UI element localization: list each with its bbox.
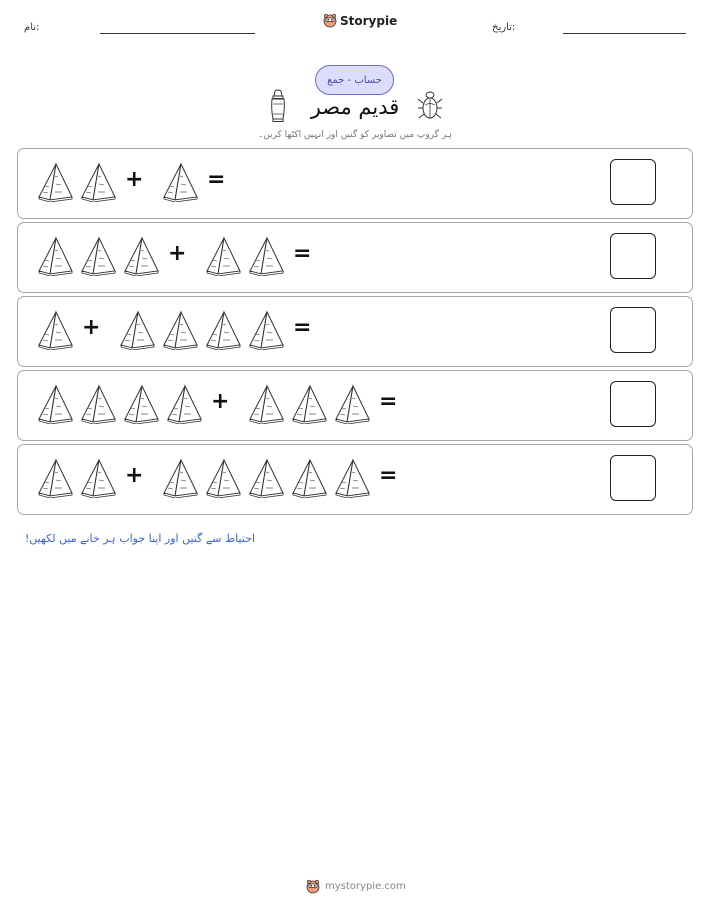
brand-name: Storypie [340, 13, 398, 28]
pyramid-icon [37, 162, 75, 202]
scarab-icon [417, 89, 443, 121]
problem-row-4 [17, 370, 693, 441]
pyramid-icon [248, 310, 286, 350]
pyramid-icon [205, 236, 243, 276]
instruction-note: احتیاط سے گنیں اور اپنا جواب ہر خانے میں لکھیں! [24, 532, 255, 545]
pyramid-icon [80, 458, 118, 498]
plus-sign: + [211, 389, 230, 414]
subject-badge: حساب - جمع [315, 65, 394, 95]
problem-row-1 [17, 148, 693, 219]
name-line[interactable] [100, 33, 255, 34]
pyramid-icon [80, 384, 118, 424]
canopic-jar-icon [268, 89, 288, 123]
answer-box-4[interactable] [610, 381, 656, 427]
answer-box-1[interactable] [610, 159, 656, 205]
pyramid-icon [80, 162, 118, 202]
answer-box-3[interactable] [610, 307, 656, 353]
pyramid-icon [37, 236, 75, 276]
equals-sign: = [293, 315, 312, 340]
pyramid-icon [80, 236, 118, 276]
pyramid-icon [162, 458, 200, 498]
pyramid-icon [248, 236, 286, 276]
pyramid-icon [162, 162, 200, 202]
pyramid-icon [162, 310, 200, 350]
date-label: تاریخ: [492, 22, 516, 33]
page-title: قدیم مصر [310, 95, 400, 119]
footer [306, 879, 406, 894]
page-subtitle: ہر گروپ میں تصاویر کو گنیں اور انہیں اکٹھا کریں۔ [257, 130, 453, 140]
date-line[interactable] [563, 33, 686, 34]
plus-sign: + [125, 463, 144, 488]
pyramid-icon [166, 384, 204, 424]
pyramid-icon [334, 384, 372, 424]
problem-row-2 [17, 222, 693, 293]
footer-site: mystorypie.com [325, 881, 406, 892]
pyramid-icon [248, 458, 286, 498]
problem-row-3 [17, 296, 693, 367]
storypie-mascot-icon [323, 13, 337, 28]
equals-sign: = [379, 389, 398, 414]
brand-logo [323, 13, 397, 28]
pyramid-icon [123, 236, 161, 276]
answer-box-2[interactable] [610, 233, 656, 279]
plus-sign: + [125, 167, 144, 192]
pyramid-icon [248, 384, 286, 424]
equals-sign: = [207, 167, 226, 192]
pyramid-icon [205, 310, 243, 350]
pyramid-icon [123, 384, 161, 424]
equals-sign: = [379, 463, 398, 488]
name-label: نام: [24, 22, 40, 33]
pyramid-icon [291, 384, 329, 424]
pyramid-icon [37, 458, 75, 498]
pyramid-icon [291, 458, 329, 498]
storypie-mascot-icon [306, 879, 320, 894]
pyramid-icon [334, 458, 372, 498]
pyramid-icon [119, 310, 157, 350]
pyramid-icon [37, 310, 75, 350]
pyramid-icon [205, 458, 243, 498]
pyramid-icon [37, 384, 75, 424]
answer-box-5[interactable] [610, 455, 656, 501]
plus-sign: + [168, 241, 187, 266]
equals-sign: = [293, 241, 312, 266]
plus-sign: + [82, 315, 101, 340]
problem-row-5 [17, 444, 693, 515]
